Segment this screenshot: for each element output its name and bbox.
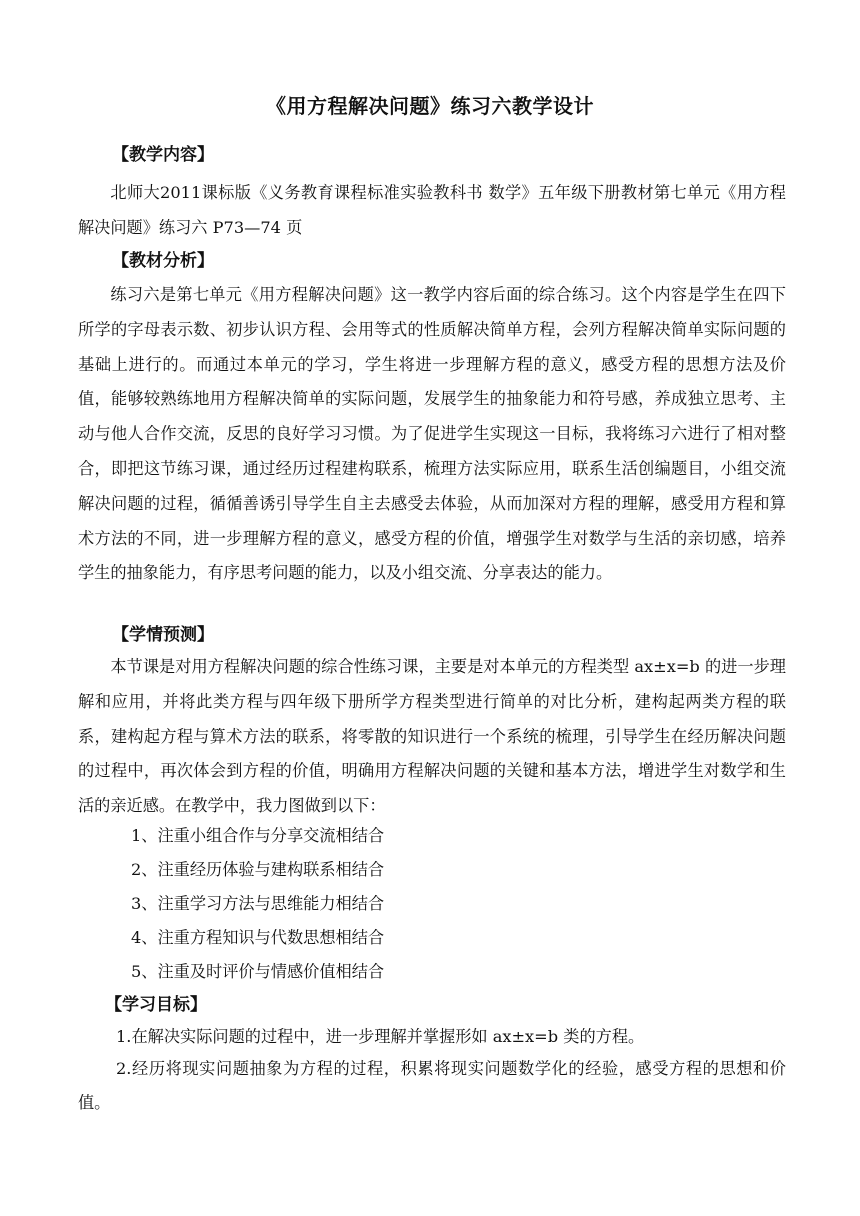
prediction-list-item: 3、注重学习方法与思维能力相结合 bbox=[131, 894, 385, 913]
paragraph-teaching-content: 北师大2011课标版《义务教育课程标准实验教科书 数学》五年级下册教材第七单元《用方程解决问题》练习六 P73—74 页 bbox=[78, 183, 786, 237]
paragraph-learning-prediction: 本节课是对用方程解决问题的综合性练习课，主要是对本单元的方程类型 ax±x=b 的进一步理解和应用，并将此类方程与四年级下册所学方程类型进行简单的对比分析，建构起两类方程的联系，建构起方程与算术方法的联系，将零散的知识进行一个系统的梳理，引导学生在经历解决问题的过程中，再次体会到方程的价值，明确用方程解决问题的关键和基本方法，增进学生对数学和生活的亲近感。在教学中，我力图做到以下： bbox=[78, 657, 786, 816]
heading-material-analysis: 【教材分析】 bbox=[112, 251, 214, 271]
goal-item: 2.经历将现实问题抽象为方程的过程，积累将现实问题数学化的经验，感受方程的思想和价值。 bbox=[78, 1059, 786, 1112]
paragraph-material-analysis: 练习六是第七单元《用方程解决问题》这一教学内容后面的综合练习。这个内容是学生在四下所学的字母表示数、初步认识方程、会用等式的性质解决简单方程，会列方程解决简单实际问题的基础上进行的。而通过本单元的学习，学生将进一步理解方程的意义，感受方程的思想方法及价值，能够较熟练地用方程解决简单的实际问题，发展学生的抽象能力和符号感，养成独立思考、主动与他人合作交流，反思的良好学习习惯。为了促进学生实现这一目标，我将练习六进行了相对整合，即把这节练习课，通过经历过程建构联系，梳理方法实际应用，联系生活创编题目，小组交流解决问题的过程，循循善诱引导学生自主去感受去体验，从而加深对方程的理解，感受用方程和算术方法的不同，进一步理解方程的意义，感受方程的价值，增强学生对数学与生活的亲切感，培养学生的抽象能力，有序思考问题的能力，以及小组交流、分享表达的能力。 bbox=[78, 285, 786, 583]
goal-item: 1.在解决实际问题的过程中，进一步理解并掌握形如 ax±x=b 类的方程。 bbox=[116, 1027, 645, 1046]
prediction-list-item: 5、注重及时评价与情感价值相结合 bbox=[131, 962, 385, 981]
document-title: 《用方程解决问题》练习六教学设计 bbox=[266, 94, 594, 118]
prediction-list-item: 2、注重经历体验与建构联系相结合 bbox=[131, 860, 385, 879]
heading-learning-goals: 【学习目标】 bbox=[105, 995, 207, 1015]
heading-learning-prediction: 【学情预测】 bbox=[112, 625, 214, 645]
prediction-list-item: 4、注重方程知识与代数思想相结合 bbox=[131, 928, 385, 947]
heading-teaching-content: 【教学内容】 bbox=[112, 145, 214, 165]
prediction-list-item: 1、注重小组合作与分享交流相结合 bbox=[131, 826, 385, 845]
